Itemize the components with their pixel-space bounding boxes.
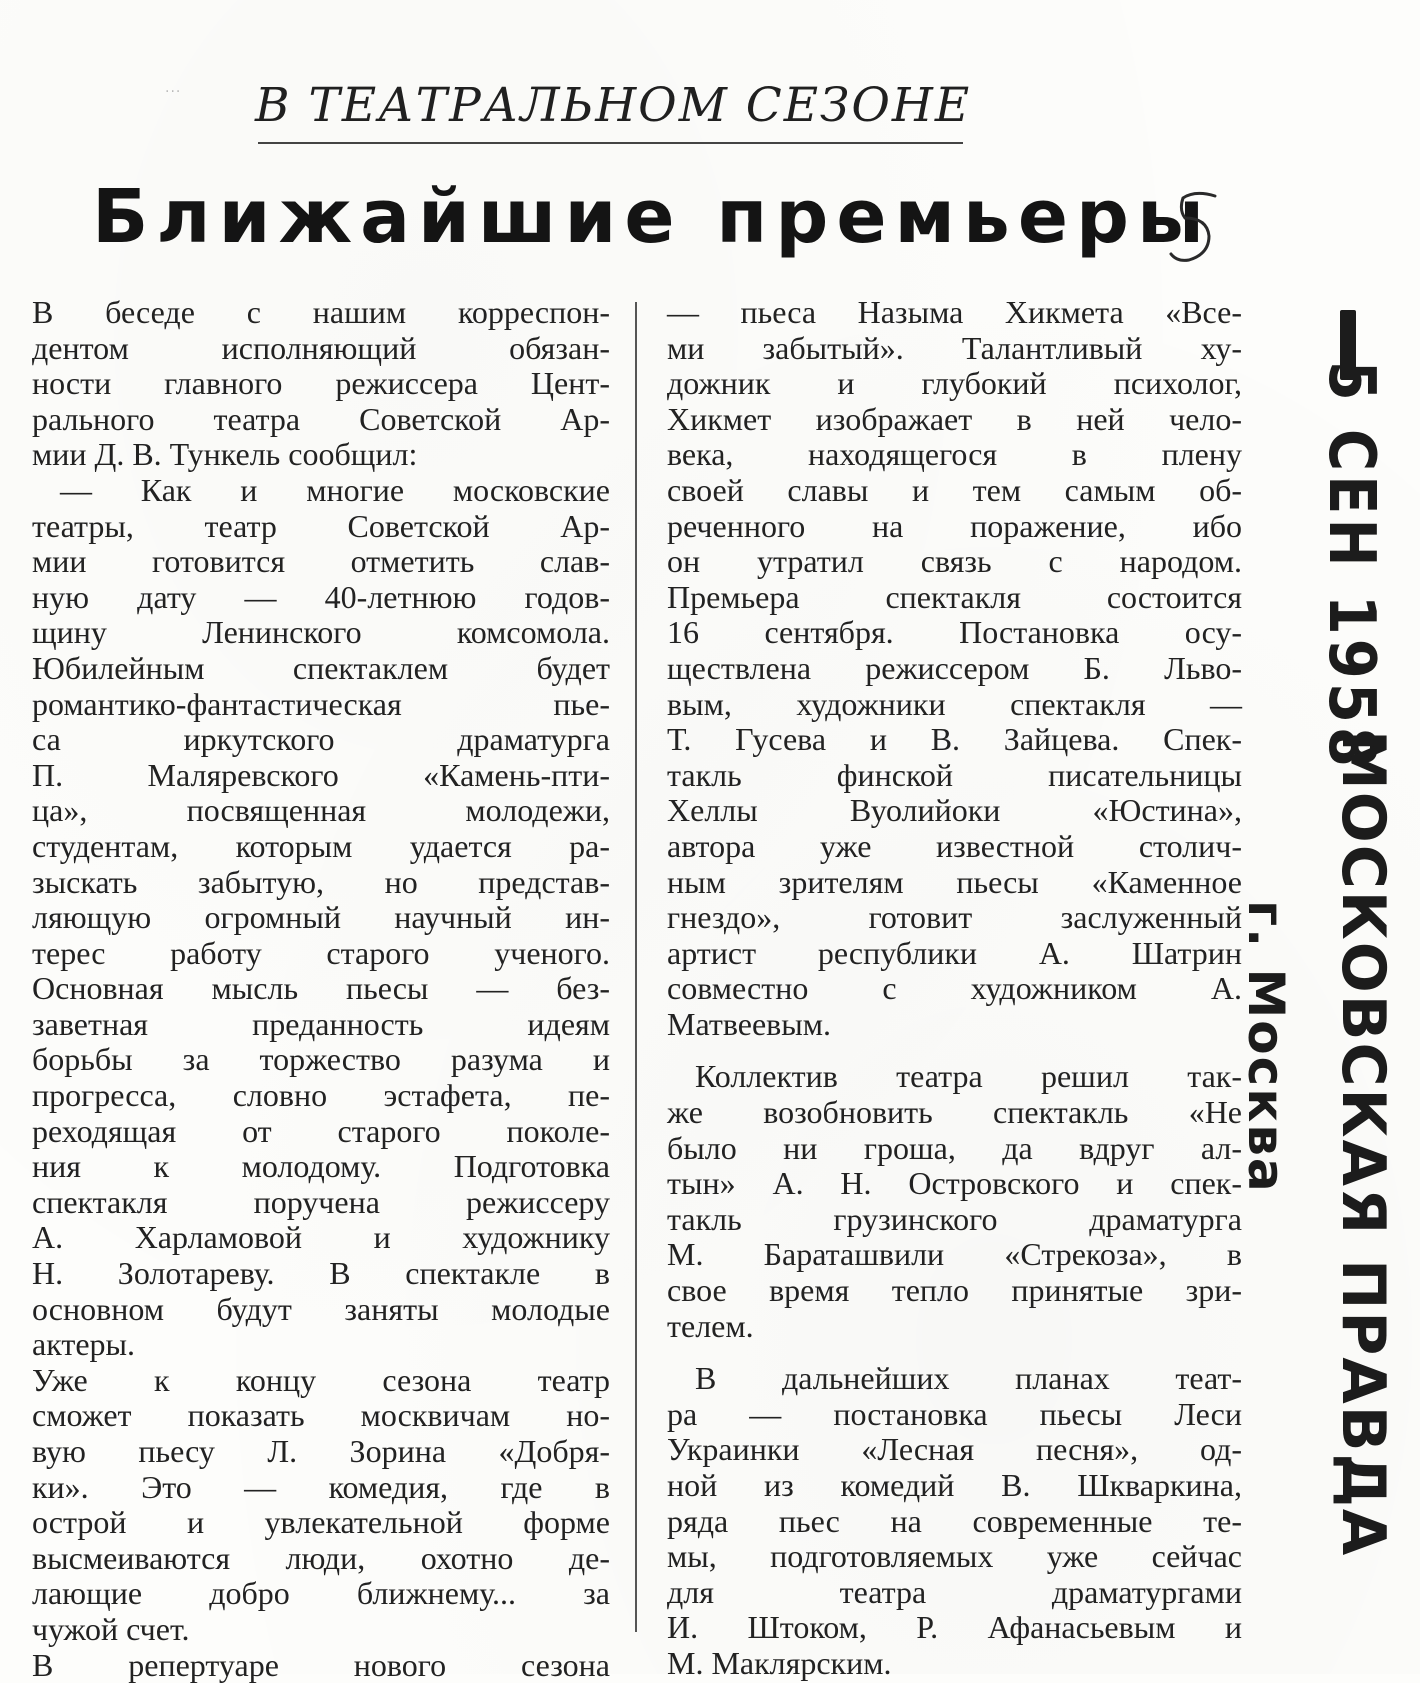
article-line: реченного на поражение, ибо <box>667 507 1242 544</box>
article-line: ществлена режиссером Б. Льво- <box>667 649 1242 686</box>
article-line: спектакля поручена режиссеру <box>32 1183 610 1220</box>
article-line: такль грузинского драматурга <box>667 1200 1242 1237</box>
article-headline: Ближайшие премьеры <box>92 174 1212 260</box>
article-line: сможет показать москвичам но- <box>32 1397 610 1434</box>
article-line: своей славы и тем самым об- <box>667 471 1242 508</box>
article-line: ца», посвященная молодежи, <box>32 792 610 829</box>
article-line: Т. Гусева и В. Зайцева. Спек- <box>667 721 1242 758</box>
article-line: зыскать забытую, но представ- <box>32 863 610 900</box>
article-line: мии готовится отметить слав- <box>32 543 610 580</box>
article-line: высмеиваются люди, охотно де- <box>32 1539 610 1576</box>
article-line: совместно с художником А. <box>667 970 1242 1007</box>
article-line: И. Штоком, Р. Афанасьевым и <box>667 1609 1242 1646</box>
article-line: ности главного режиссера Цент- <box>32 365 610 402</box>
article-line: дентом исполняющий обязан- <box>32 329 610 366</box>
column-divider <box>635 302 637 1632</box>
article-line: ми забытый». Талантливый ху- <box>667 329 1242 366</box>
article-line: лающие добро ближнему... за <box>32 1575 610 1612</box>
article-line: ную дату — 40-летнюю годов- <box>32 578 610 615</box>
article-line: века, находящегося в плену <box>667 436 1242 473</box>
article-line: свое время тепло принятые зри- <box>667 1272 1242 1309</box>
article-line: мы, подготовляемых уже сейчас <box>667 1538 1242 1575</box>
article-line: ным зрителям пьесы «Каменное <box>667 863 1242 900</box>
article-line: — пьеса Назыма Хикмета «Все- <box>667 294 1242 330</box>
article-line: борьбы за торжество разума и <box>32 1041 610 1078</box>
article-line: дожник и глубокий психолог, <box>667 365 1242 402</box>
article-line: терес работу старого ученого. <box>32 934 610 971</box>
article-line: ной из комедий В. Шкваркина, <box>667 1467 1242 1503</box>
article-line: рального театра Советской Ар- <box>32 400 610 437</box>
article-line: са иркутского драматурга <box>32 721 610 758</box>
article-line: прогресса, словно эстафета, пе- <box>32 1077 610 1114</box>
paragraph-gap <box>667 1344 1242 1361</box>
paragraph-gap <box>667 1042 1242 1059</box>
article-line: реходящая от старого поколе- <box>32 1112 610 1149</box>
article-line: ния к молодому. Подготовка <box>32 1148 610 1185</box>
article-line: В репертуаре нового сезона <box>32 1646 610 1683</box>
article-line: Премьера спектакля состоится <box>667 578 1242 615</box>
article-line: ляющую огромный научный ин- <box>32 899 610 936</box>
article-line: основном будут заняты молодые <box>32 1290 610 1327</box>
article-line: он утратил связь с народом. <box>667 543 1242 580</box>
article-right-column <box>667 295 1242 1682</box>
article-line: телем. <box>667 1307 754 1344</box>
article-line: В дальнейших планах теат- <box>695 1360 1242 1397</box>
article-line: Хикмет изображает в ней чело- <box>667 400 1242 437</box>
article-line: — Как и многие московские <box>60 471 610 508</box>
article-line: Украинки «Лесная песня», од- <box>667 1431 1242 1468</box>
article-line: чужой счет. <box>32 1610 190 1647</box>
article-line: В беседе с нашим корреспон- <box>32 294 610 330</box>
article-line: А. Харламовой и художнику <box>32 1219 610 1256</box>
article-line: гнездо», готовит заслуженный <box>667 899 1242 936</box>
article-line: Коллектив театра решил так- <box>695 1058 1242 1095</box>
article-line: острой и увлекательной форме <box>32 1504 610 1541</box>
article-line: вым, художники спектакля — <box>667 685 1242 722</box>
section-rubric: В ТЕАТРАЛЬНОМ СЕЗОНЕ <box>255 78 972 133</box>
handwritten-number-5 <box>1165 188 1225 268</box>
date-stamp: –5 СЕН 1958 <box>1314 328 1388 771</box>
article-line: артист республики А. Шатрин <box>667 934 1242 971</box>
article-line: для театра драматургами <box>667 1573 1242 1610</box>
article-line: студентам, которым удается ра- <box>32 827 610 864</box>
article-line: М. Бараташвили «Стрекоза», в <box>667 1236 1242 1273</box>
article-line: ряда пьес на современные те- <box>667 1502 1242 1539</box>
article-line: 16 сентября. Постановка осу- <box>667 614 1242 651</box>
article-line: щину Ленинского комсомола. <box>32 614 610 651</box>
article-line: Уже к концу сезона театр <box>32 1361 610 1398</box>
article-line: романтико-фантастическая пье- <box>32 685 610 722</box>
article-line: ра — постановка пьесы Леси <box>667 1395 1242 1432</box>
article-left-column <box>32 295 610 1683</box>
article-line: ки». Это — комедия, где в <box>32 1468 610 1505</box>
newspaper-name-stamp: МОСКОВСКАЯ ПРАВДА <box>1328 730 1398 1558</box>
article-line: было ни гроша, да вдруг ал- <box>667 1129 1242 1166</box>
city-stamp: г. Москва <box>1237 900 1295 1194</box>
article-line: Хеллы Вуолийоки «Юстина», <box>667 792 1242 829</box>
article-line: автора уже известной столич- <box>667 827 1242 864</box>
article-line: М. Маклярским. <box>667 1644 892 1681</box>
article-line: Юбилейным спектаклем будет <box>32 649 610 686</box>
article-line: П. Маляревского «Камень-пти- <box>32 756 610 793</box>
article-line: вую пьесу Л. Зорина «Добря- <box>32 1433 610 1469</box>
article-line: же возобновить спектакль «Не <box>667 1094 1242 1131</box>
article-line: театры, театр Советской Ар- <box>32 507 610 544</box>
article-line: Н. Золотареву. В спектакле в <box>32 1255 610 1292</box>
article-line: тын» А. Н. Островского и спек- <box>667 1165 1242 1202</box>
article-line: заветная преданность идеям <box>32 1005 610 1042</box>
article-line: Основная мысль пьесы — без- <box>32 970 610 1007</box>
rubric-underline <box>258 142 963 144</box>
article-line: Матвеевым. <box>667 1005 831 1042</box>
article-line: актеры. <box>32 1326 136 1363</box>
article-line: такль финской писательницы <box>667 756 1242 793</box>
article-line: мии Д. В. Тункель сообщил: <box>32 436 418 473</box>
faint-archive-stamp: ... <box>165 80 182 96</box>
